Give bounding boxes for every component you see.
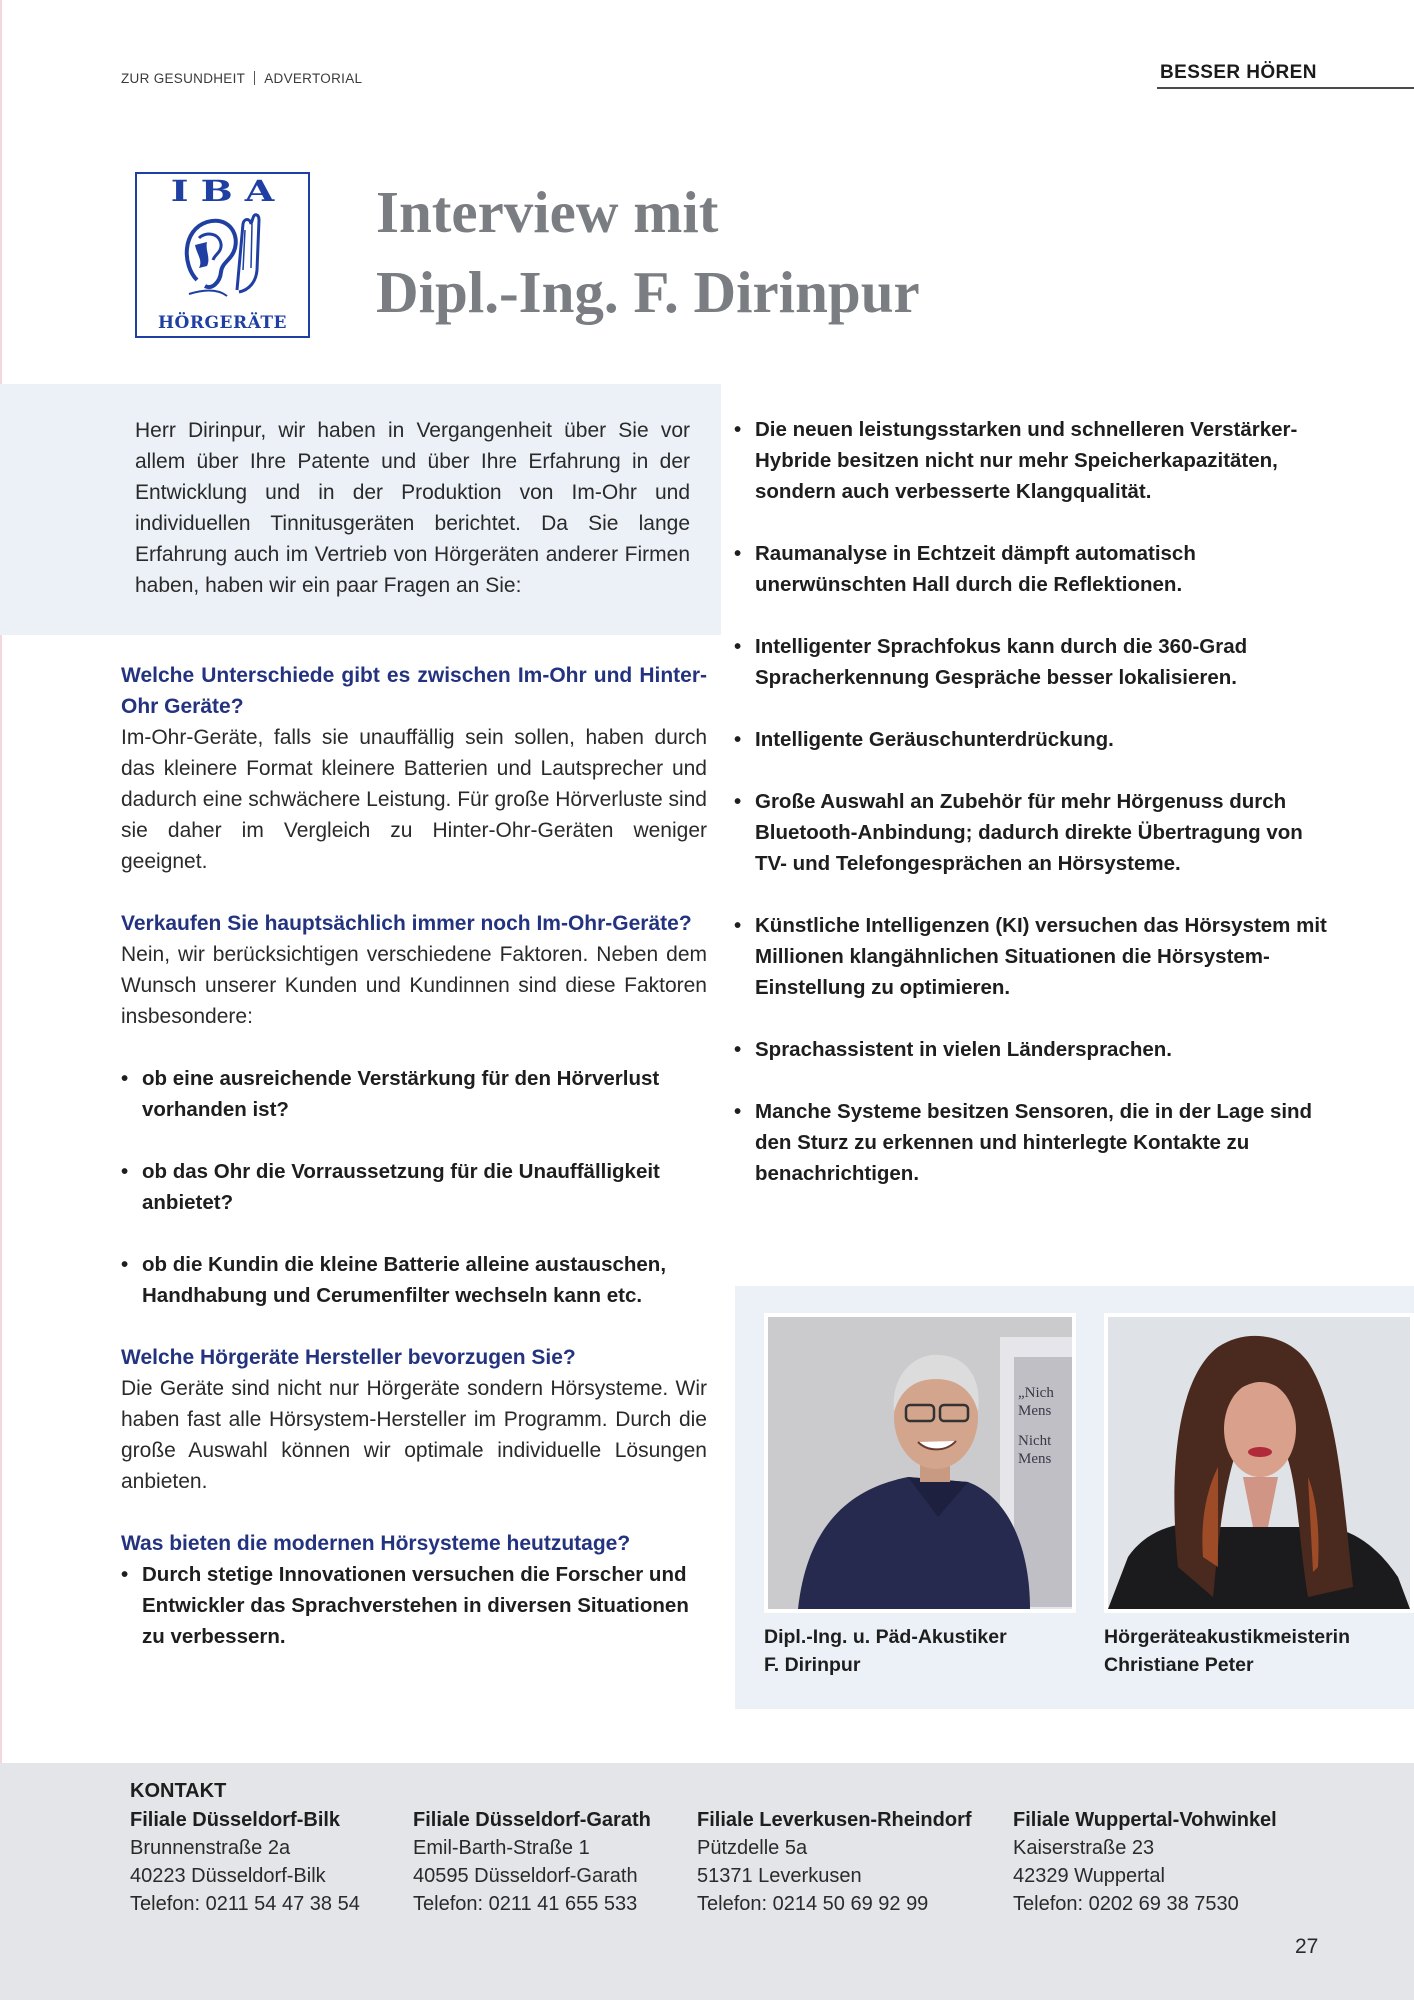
bullet-icon: • <box>121 1253 129 1276</box>
photo-caption-dirinpur: Dipl.-Ing. u. Päd-Akustiker F. Dirinpur <box>764 1626 1007 1676</box>
article-title <box>376 172 920 332</box>
section-name: ZUR GESUNDHEIT <box>121 71 246 86</box>
branch-phone: Telefon: 0211 54 47 38 54 <box>130 1893 360 1915</box>
branch-leverkusen-rheindorf <box>697 1806 972 1918</box>
ear-hand-icon <box>177 210 272 305</box>
branch-city: 40223 Düsseldorf-Bilk <box>130 1865 326 1887</box>
branch-street: Pützdelle 5a <box>697 1837 808 1859</box>
feature-item: • Intelligenter Sprachfokus kann durch die 360-Grad Spracherkennung Gespräche besser lokalisieren. <box>734 631 1334 693</box>
photo-caption-peter: Hörgeräteakustikmeisterin Christiane Peter <box>1104 1626 1351 1676</box>
bullet-icon: • <box>734 1100 742 1123</box>
feature-item: • Manche Systeme besitzen Sensoren, die in der Lage sind den Sturz zu erkennen und hinterlegte Kontakte zu benachrichtigen. <box>734 1096 1334 1189</box>
separator <box>254 71 255 85</box>
intro-text: Herr Dirinpur, wir haben in Vergangenheit über Sie vor allem über Ihre Patente und über Ihre Erfahrung in der Entwicklung und in der Produktion von Im-Ohr und individuellen Tinnitusgeräten berichtet. Da Sie lange Erfahrung auch im Vertrieb von Hörgeräten anderer Firmen haben, haben wir ein paar Fragen an Sie: <box>135 419 690 597</box>
page-edge <box>0 0 2 2000</box>
logo-bottom-text: HÖRGERÄTE <box>158 313 287 333</box>
feature-item: • Die neuen leistungsstarken und schnelleren Verstärker-Hybride besitzen nicht nur mehr Speicherkapazitäten, sondern auch verbesserte Klangqualität. <box>734 414 1334 507</box>
contact-heading: KONTAKT <box>130 1780 227 1802</box>
photo-dirinpur <box>764 1313 1076 1613</box>
branch-street: Brunnenstraße 2a <box>130 1837 291 1859</box>
factor-item: • ob eine ausreichende Verstärkung für den Hörverlust vorhanden ist? <box>121 1063 707 1125</box>
portrait-man-image <box>768 1317 1072 1609</box>
bullet-icon: • <box>734 542 742 565</box>
poster-text: „Nich <box>1018 1385 1054 1401</box>
feature-item: • Intelligente Geräuschunterdrückung. <box>734 724 1334 755</box>
bullet-icon: • <box>734 728 742 751</box>
right-column <box>734 414 1334 1189</box>
branch-street: Emil-Barth-Straße 1 <box>413 1837 590 1859</box>
section-label <box>121 71 362 86</box>
question-1: Welche Unterschiede gibt es zwischen Im-Ohr und Hinter-Ohr Geräte? <box>121 664 707 718</box>
iba-logo <box>135 172 310 338</box>
branch-name: Filiale Leverkusen-Rheindorf <box>697 1809 972 1831</box>
poster-text: Nicht <box>1018 1433 1052 1449</box>
question-4: Was bieten die modernen Hörsysteme heutzutage? <box>121 1532 631 1555</box>
feature-item: • Durch stetige Innovationen versuchen die Forscher und Entwickler das Sprachverstehen in diversen Situationen zu verbessern. <box>121 1559 707 1652</box>
branch-phone: Telefon: 0202 69 38 7530 <box>1013 1893 1239 1915</box>
question-3: Welche Hörgeräte Hersteller bevorzugen Sie? <box>121 1346 576 1369</box>
bullet-icon: • <box>734 635 742 658</box>
bullet-icon: • <box>121 1563 129 1586</box>
factor-item: • ob die Kundin die kleine Batterie alleine austauschen, Handhabung und Cerumenfilter wechseln kann etc. <box>121 1249 707 1311</box>
page-number: 27 <box>1295 1935 1319 1958</box>
branch-city: 51371 Leverkusen <box>697 1865 862 1887</box>
answer-1: Im-Ohr-Geräte, falls sie unauffällig sein sollen, haben durch das kleinere Format kleinere Batterien und Lautsprecher und dadurch eine schwächere Leistung. Für große Hörverluste sind sie daher im Vergleich zu Hinter-Ohr-Geräten weniger geeignet. <box>121 726 707 873</box>
branch-city: 40595 Düsseldorf-Garath <box>413 1865 638 1887</box>
photo-peter <box>1104 1313 1414 1613</box>
title-line-1: Interview mit <box>376 179 719 245</box>
bullet-icon: • <box>734 418 742 441</box>
answer-2: Nein, wir berücksichtigen verschiedene Faktoren. Neben dem Wunsch unserer Kunden und Kundinnen sind diese Faktoren insbesondere: <box>121 943 707 1028</box>
answer-3: Die Geräte sind nicht nur Hörgeräte sondern Hörsysteme. Wir haben fast alle Hörsystem-Hersteller im Programm. Durch die große Auswahl können wir optimale individuelle Lösungen anbieten. <box>121 1377 707 1493</box>
title-line-2: Dipl.-Ing. F. Dirinpur <box>376 259 920 325</box>
branch-phone: Telefon: 0211 41 655 533 <box>413 1893 638 1915</box>
feature-item: • Sprachassistent in vielen Ländersprachen. <box>734 1034 1334 1065</box>
category-name: ADVERTORIAL <box>264 71 363 86</box>
factor-item: • ob das Ohr die Vorraussetzung für die Unauffälligkeit anbietet? <box>121 1156 707 1218</box>
poster-text: Mens <box>1018 1403 1052 1419</box>
bullet-icon: • <box>734 790 742 813</box>
branch-wuppertal-vohwinkel <box>1013 1806 1277 1918</box>
rubric-heading: BESSER HÖREN <box>1157 62 1414 89</box>
feature-item: • Raumanalyse in Echtzeit dämpft automatisch unerwünschten Hall durch die Reflektionen. <box>734 538 1334 600</box>
branch-name: Filiale Düsseldorf-Bilk <box>130 1809 341 1831</box>
portrait-woman-image <box>1108 1317 1410 1609</box>
branch-duesseldorf-garath <box>413 1806 651 1918</box>
branch-name: Filiale Düsseldorf-Garath <box>413 1809 651 1831</box>
question-2: Verkaufen Sie hauptsächlich immer noch Im-Ohr-Geräte? <box>121 912 692 935</box>
bullet-icon: • <box>121 1160 129 1183</box>
bullet-icon: • <box>121 1067 129 1090</box>
branch-city: 42329 Wuppertal <box>1013 1865 1165 1887</box>
branch-duesseldorf-bilk <box>130 1806 360 1918</box>
poster-text: Mens <box>1018 1451 1052 1467</box>
feature-item: • Künstliche Intelligenzen (KI) versuchen das Hörsystem mit Millionen klangähnlichen Situationen die Hörsystem-Einstellung zu optimieren. <box>734 910 1334 1003</box>
logo-top-text: IBA <box>170 173 287 208</box>
left-column <box>121 660 707 1652</box>
branch-phone: Telefon: 0214 50 69 92 99 <box>697 1893 929 1915</box>
branch-street: Kaiserstraße 23 <box>1013 1837 1155 1859</box>
bullet-icon: • <box>734 1038 742 1061</box>
feature-item: • Große Auswahl an Zubehör für mehr Hörgenuss durch Bluetooth-Anbindung; dadurch direkte Übertragung von TV- und Telefongesprächen an Hörsysteme. <box>734 786 1334 879</box>
branch-name: Filiale Wuppertal-Vohwinkel <box>1013 1809 1277 1831</box>
bullet-icon: • <box>734 914 742 937</box>
